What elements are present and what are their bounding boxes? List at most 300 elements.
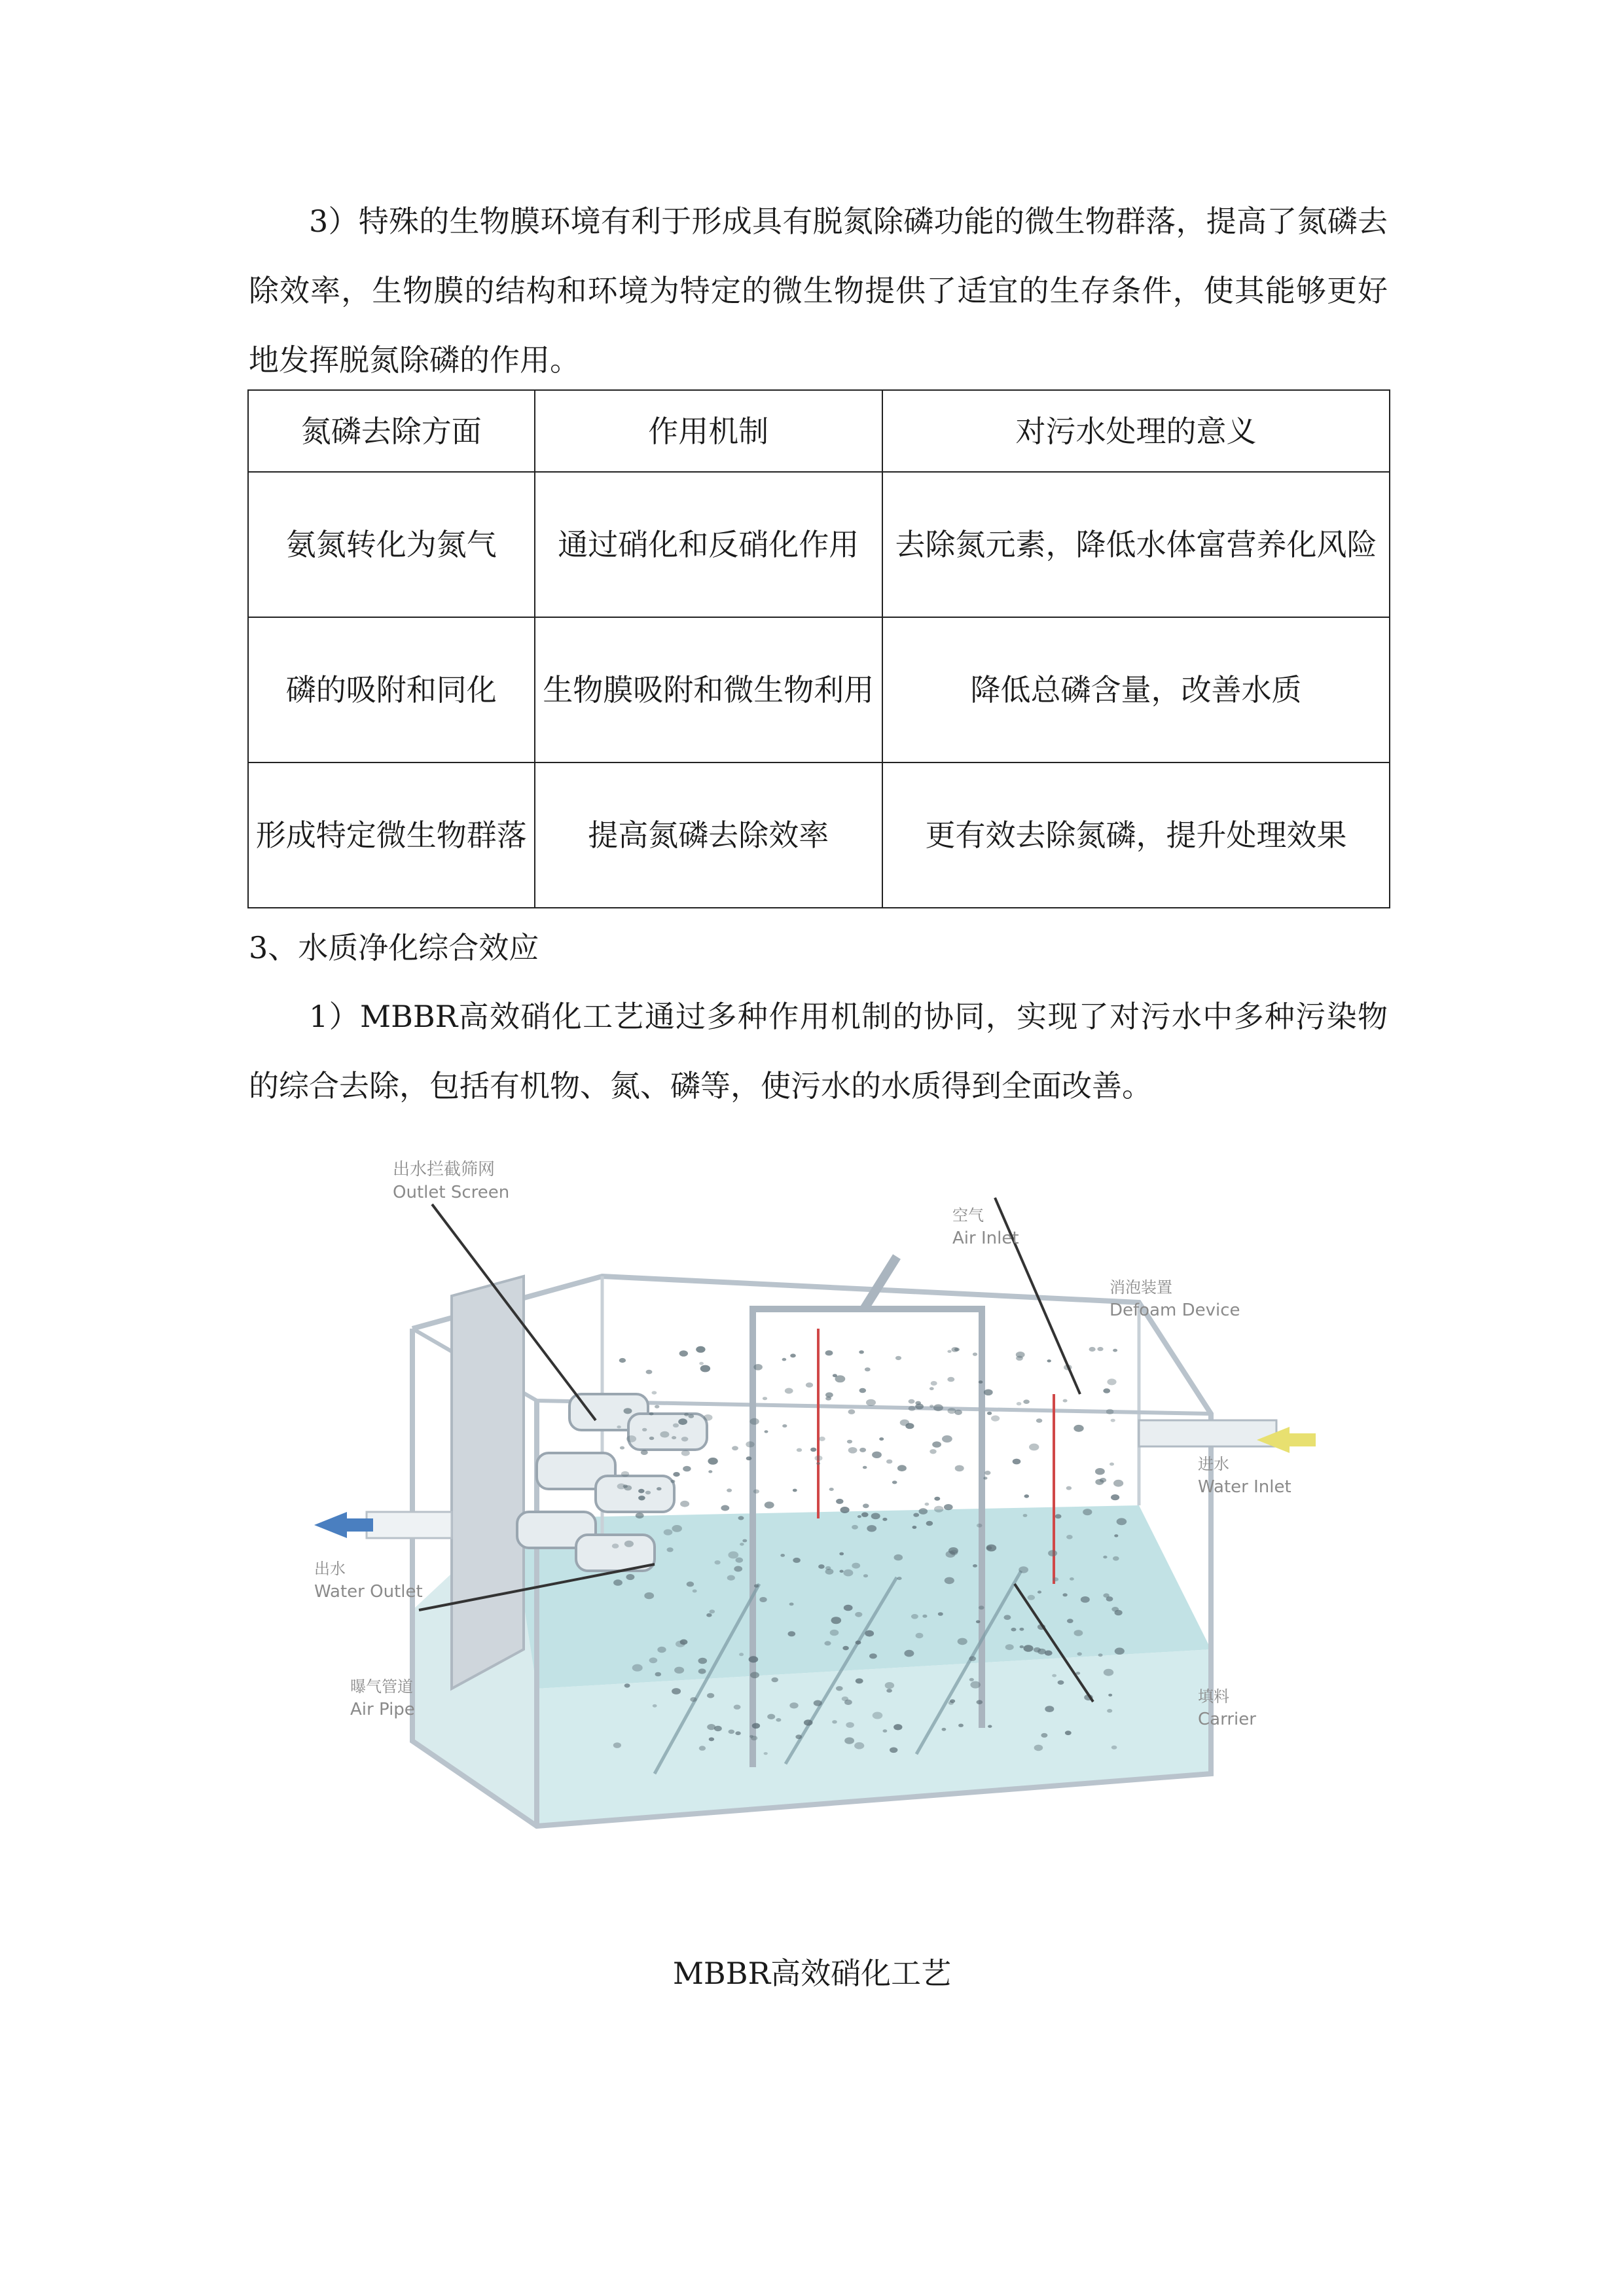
carrier-particle xyxy=(816,1462,820,1465)
carrier-particle xyxy=(983,1477,987,1479)
carrier-particle xyxy=(932,1441,941,1448)
carrier-particle xyxy=(1106,1409,1114,1414)
carrier-particle xyxy=(969,1656,976,1661)
carrier-particle xyxy=(673,1472,679,1477)
carrier-particle xyxy=(644,1592,654,1599)
carrier-particle xyxy=(913,1513,919,1517)
water-outlet-arrow xyxy=(314,1512,373,1538)
carrier-particle xyxy=(678,1418,687,1425)
carrier-particle xyxy=(613,1579,623,1586)
carrier-particle xyxy=(797,1448,802,1452)
carrier-particle xyxy=(991,1416,1000,1422)
carrier-particle xyxy=(929,1387,934,1390)
carrier-particle xyxy=(1103,1556,1107,1558)
carrier-particle xyxy=(911,1614,918,1619)
carrier-particle xyxy=(1115,1647,1125,1655)
carrier-particle xyxy=(856,1641,861,1645)
carrier-particle xyxy=(977,1700,983,1704)
carrier-particle xyxy=(885,1682,894,1689)
carrier-particle xyxy=(861,1513,869,1517)
carrier-particle xyxy=(727,1575,735,1581)
carrier-particle xyxy=(856,1678,863,1683)
carrier-particle xyxy=(1038,1649,1046,1655)
carrier-particle xyxy=(1048,1550,1057,1556)
carrier-particle xyxy=(1028,1595,1035,1600)
carrier-particle xyxy=(734,1705,741,1710)
carrier-particle xyxy=(1019,1566,1028,1573)
carrier-particle xyxy=(1113,1556,1119,1561)
label-water-inlet-cn: 进水 xyxy=(1198,1455,1229,1473)
carrier-particle xyxy=(679,1350,688,1356)
carrier-particle xyxy=(844,1737,854,1744)
carrier-particle xyxy=(929,1405,933,1407)
carrier-particle xyxy=(729,1730,735,1734)
carrier-particle xyxy=(859,1350,864,1354)
carrier-particle xyxy=(670,1480,675,1483)
carrier-particle xyxy=(987,1412,992,1415)
carrier-particle xyxy=(922,1615,927,1618)
carrier-particle xyxy=(660,1431,669,1438)
carrier-particle xyxy=(942,1728,947,1731)
paragraph-biofilm-community: 3）特殊的生物膜环境有利于形成具有脱氮除磷功能的微生物群落，提高了氮磷去除效率，生物膜的结构和环境为特定的微生物提供了适宜的生存条件，使其能够更好地发挥脱氮除磷的作用。 xyxy=(249,204,1388,378)
carrier-particle xyxy=(904,1650,914,1657)
carrier-particle xyxy=(680,1640,688,1645)
carrier-particle xyxy=(1111,1746,1117,1749)
carrier-particle xyxy=(825,1350,833,1355)
carrier-particle xyxy=(680,1501,689,1507)
table-cell: 氨氮转化为氮气 xyxy=(248,472,535,617)
table-cell: 形成特定微生物群落 xyxy=(248,762,535,908)
carrier-particle xyxy=(613,1742,621,1748)
carrier-particle xyxy=(938,1612,943,1616)
carrier-particle xyxy=(846,1722,854,1728)
label-water-outlet-en: Water Outlet xyxy=(314,1582,423,1602)
carrier-particle xyxy=(793,1558,801,1563)
carrier-particle xyxy=(646,1370,653,1374)
carrier-particle xyxy=(934,1506,943,1513)
carrier-particle xyxy=(624,1541,634,1547)
air-inlet-pipe xyxy=(864,1257,897,1309)
carrier-particle xyxy=(1020,1645,1024,1648)
carrier-particle xyxy=(831,1617,842,1624)
carrier-particle xyxy=(707,1693,714,1698)
carrier-particle xyxy=(1034,1745,1043,1751)
carrier-particle xyxy=(977,1524,983,1528)
carrier-particle xyxy=(754,1584,759,1587)
carrier-particle xyxy=(739,1653,744,1656)
carrier-particle xyxy=(1110,1463,1114,1466)
carrier-particle xyxy=(865,1367,871,1371)
carrier-particle xyxy=(894,1554,903,1561)
table-cell: 生物膜吸附和微生物利用 xyxy=(535,617,882,762)
carrier-particle xyxy=(653,1704,657,1708)
carrier-particle xyxy=(746,1456,752,1460)
label-carrier-en: Carrier xyxy=(1198,1710,1256,1729)
carrier-particle xyxy=(641,1450,648,1455)
carrier-particle xyxy=(793,1489,797,1492)
table-header-cell: 作用机制 xyxy=(535,390,882,472)
label-water-outlet-cn: 出水 xyxy=(314,1560,346,1578)
carrier-particle xyxy=(790,1354,796,1357)
carrier-particle xyxy=(1077,1652,1082,1655)
carrier-particle xyxy=(988,1725,992,1728)
carrier-particle xyxy=(763,1397,767,1400)
carrier-particle xyxy=(1017,1402,1022,1405)
carrier-particle xyxy=(824,1641,831,1645)
carrier-particle xyxy=(1019,1628,1024,1631)
carrier-particle xyxy=(1041,1733,1047,1738)
carrier-particle xyxy=(638,1489,644,1494)
carrier-particle xyxy=(624,1683,630,1687)
carrier-particle xyxy=(782,1424,787,1427)
carrier-particle xyxy=(925,1503,929,1506)
carrier-particle xyxy=(1076,1672,1081,1675)
carrier-particle xyxy=(1047,1359,1051,1362)
carrier-particle xyxy=(1058,1680,1064,1685)
carrier-particle xyxy=(1081,1596,1090,1603)
carrier-particle xyxy=(852,1563,860,1569)
carrier-particle xyxy=(617,1426,621,1428)
mbbr-tank-diagram xyxy=(288,1113,1335,1918)
carrier-particle xyxy=(624,1408,632,1414)
carrier-particle xyxy=(795,1734,802,1739)
carrier-particle xyxy=(672,1525,682,1532)
carrier-particle xyxy=(836,1686,843,1691)
carrier-particle xyxy=(892,1480,897,1484)
carrier-particle xyxy=(867,1525,876,1532)
carrier-particle xyxy=(749,1418,759,1425)
carrier-particle xyxy=(840,1570,844,1573)
carrier-particle xyxy=(863,1574,868,1577)
carrier-particle xyxy=(709,1737,714,1741)
carrier-particle xyxy=(642,1428,647,1431)
carrier-particle xyxy=(948,1408,956,1414)
carrier-particle xyxy=(1111,1607,1119,1611)
carrier-particle xyxy=(843,1570,853,1577)
carrier-particle xyxy=(626,1574,634,1580)
carrier-particle xyxy=(869,1653,877,1659)
carrier-particle xyxy=(672,1688,681,1695)
carrier-particle xyxy=(984,1471,990,1475)
carrier-particle xyxy=(655,1405,659,1408)
carrier-particle xyxy=(909,1399,915,1404)
carrier-particle xyxy=(735,1731,740,1735)
label-air-inlet-en: Air Inlet xyxy=(952,1229,1019,1248)
carrier-particle xyxy=(950,1550,958,1556)
carrier-particle xyxy=(619,1358,626,1363)
carrier-particle xyxy=(1038,1590,1041,1593)
carrier-particle xyxy=(667,1547,674,1552)
carrier-particle xyxy=(1113,1480,1123,1487)
carrier-particle xyxy=(863,1466,867,1469)
carrier-particle xyxy=(1023,1645,1033,1652)
carrier-particle xyxy=(710,1609,715,1613)
carrier-particle xyxy=(1067,1619,1074,1623)
label-carrier-cn: 填料 xyxy=(1198,1687,1229,1706)
carrier-particle xyxy=(871,1513,880,1520)
carrier-particle xyxy=(916,1633,924,1638)
carrier-particle xyxy=(750,1672,759,1678)
carrier-particle xyxy=(638,1496,645,1500)
carrier-particle xyxy=(865,1630,874,1637)
carrier-particle xyxy=(688,1414,694,1418)
carrier-particle xyxy=(955,1465,964,1472)
carrier-particle xyxy=(832,1720,837,1723)
carrier-particle xyxy=(854,1742,864,1749)
carrier-particle xyxy=(847,1440,852,1444)
carrier-particle xyxy=(1104,1669,1113,1676)
carrier-particle xyxy=(1023,1399,1030,1404)
carrier-particle xyxy=(810,1448,816,1452)
carrier-particle xyxy=(948,1701,954,1705)
carrier-particle xyxy=(1107,1709,1112,1713)
carrier-particle xyxy=(700,1365,710,1372)
carrier-particle xyxy=(655,1672,662,1677)
carrier-particle xyxy=(704,1414,713,1421)
carrier-particle xyxy=(852,1525,858,1530)
carrier-particle xyxy=(1074,1630,1083,1636)
table-cell: 磷的吸附和同化 xyxy=(248,617,535,762)
carrier-particle xyxy=(749,1656,759,1662)
carrier-particle xyxy=(895,1356,901,1360)
carrier-particle xyxy=(969,1678,974,1681)
carrier-particle xyxy=(1029,1444,1039,1451)
carrier-particle xyxy=(706,1613,712,1617)
carrier-particle xyxy=(855,1612,862,1617)
carrier-particle xyxy=(1036,1418,1042,1423)
table-header-row xyxy=(248,390,1390,472)
carrier-particle xyxy=(979,1605,984,1609)
label-defoam-en: Defoam Device xyxy=(1110,1300,1240,1320)
label-air-inlet-cn: 空气 xyxy=(952,1206,984,1225)
table-cell: 提高氮磷去除效率 xyxy=(535,762,882,908)
label-outlet-screen-cn: 出水拦截筛网 xyxy=(393,1160,496,1179)
carrier-particle xyxy=(612,1543,619,1548)
table-cell: 降低总磷含量，改善水质 xyxy=(882,617,1390,762)
carrier-particle xyxy=(806,1382,813,1388)
carrier-particle xyxy=(1070,1577,1074,1581)
carrier-particle xyxy=(842,1646,848,1651)
carrier-particle xyxy=(886,1460,892,1464)
carrier-particle xyxy=(708,1458,717,1465)
carrier-particle xyxy=(1065,1731,1072,1735)
carrier-particle xyxy=(734,1566,742,1572)
carrier-particle xyxy=(976,1621,981,1624)
carrier-particle xyxy=(1055,1514,1062,1518)
carrier-particle xyxy=(905,1423,914,1429)
carrier-particle xyxy=(652,1391,657,1394)
carrier-particle xyxy=(746,1441,754,1447)
carrier-particle xyxy=(649,1412,654,1416)
carrier-particle xyxy=(742,1539,747,1543)
carrier-particle xyxy=(882,1518,887,1521)
carrier-particle xyxy=(696,1346,705,1353)
carrier-particle xyxy=(789,1603,794,1606)
carrier-particle xyxy=(915,1401,921,1405)
carrier-particle xyxy=(776,1718,781,1722)
carrier-particle xyxy=(753,1490,759,1494)
carrier-particle xyxy=(1097,1347,1103,1351)
carrier-particle xyxy=(699,1362,704,1365)
carrier-particle xyxy=(973,1564,977,1568)
carrier-particle xyxy=(1098,1653,1103,1657)
carrier-particle xyxy=(1114,1534,1118,1537)
carrier-particle xyxy=(859,1448,866,1452)
carrier-particle xyxy=(759,1597,767,1602)
carrier-particle xyxy=(942,1435,952,1443)
carrier-particle xyxy=(721,1505,729,1511)
carrier-particle xyxy=(1083,1509,1092,1515)
carrier-particle xyxy=(909,1406,916,1411)
carrier-particle xyxy=(1107,1378,1116,1385)
label-outlet-screen-en: Outlet Screen xyxy=(393,1183,510,1202)
carrier-particle xyxy=(804,1719,813,1725)
carrier-particle xyxy=(1023,1514,1028,1517)
carrier-particle xyxy=(780,1554,785,1557)
carrier-particle xyxy=(684,1413,689,1416)
carrier-particle xyxy=(664,1529,673,1535)
carrier-particle xyxy=(814,1700,822,1706)
carrier-particle xyxy=(857,1515,861,1518)
carrier-particle xyxy=(848,1447,857,1454)
carrier-particle xyxy=(1053,1577,1058,1581)
carrier-particle xyxy=(1106,1596,1113,1602)
carrier-particle xyxy=(844,1605,853,1611)
table-cell: 更有效去除氮磷，提升处理效果 xyxy=(882,762,1390,908)
carrier-particle xyxy=(825,1566,831,1570)
table-cell: 去除氮元素，降低水体富营养化风险 xyxy=(882,472,1390,617)
outlet-pipe xyxy=(367,1512,452,1538)
label-defoam-cn: 消泡装置 xyxy=(1110,1278,1172,1297)
carrier-particle xyxy=(912,1526,917,1529)
paragraph-mbbr-comprehensive: 1）MBBR高效硝化工艺通过多种作用机制的协同，实现了对污水中多种污染物的综合去除，包括有机物、氮、磷等，使污水的水质得到全面改善。 xyxy=(249,999,1388,1103)
carrier-particle xyxy=(649,1437,655,1440)
carrier-particle xyxy=(657,1647,666,1653)
carrier-particle xyxy=(620,1446,624,1450)
carrier-particle xyxy=(1117,1518,1127,1525)
carrier-particle xyxy=(1005,1644,1014,1650)
carrier-particle xyxy=(782,1358,787,1361)
carrier-particle xyxy=(1108,1694,1112,1696)
carrier-particle xyxy=(1066,1486,1072,1490)
carrier-particle xyxy=(879,1437,884,1441)
figure-caption: MBBR高效硝化工艺 xyxy=(672,1956,952,1991)
carrier-particle xyxy=(753,1364,763,1371)
carrier-particle xyxy=(919,1508,928,1515)
carrier-particle xyxy=(683,1466,691,1472)
carrier-particle xyxy=(815,1456,823,1461)
carrier-particle xyxy=(626,1435,636,1443)
carrier-particle xyxy=(863,1503,869,1508)
carrier-particle xyxy=(984,1390,993,1396)
carrier-particle xyxy=(945,1577,954,1585)
section-heading: 3、水质净化综合效应 xyxy=(249,930,539,965)
carrier-particle xyxy=(951,1347,958,1352)
carrier-particle xyxy=(764,1752,768,1755)
carrier-particle xyxy=(698,1668,706,1674)
carrier-particle xyxy=(970,1681,981,1689)
carrier-particle xyxy=(1011,1628,1017,1632)
carrier-particle xyxy=(738,1516,744,1520)
carrier-particle xyxy=(873,1712,883,1719)
carrier-particle xyxy=(973,1353,977,1356)
carrier-particle xyxy=(672,1436,676,1439)
carrier-particle xyxy=(674,1667,684,1674)
carrier-particle xyxy=(958,1638,967,1645)
carrier-particle xyxy=(836,1499,843,1504)
carrier-particle xyxy=(1066,1535,1073,1539)
carrier-particle xyxy=(840,1507,850,1513)
carrier-particle xyxy=(657,1487,662,1490)
carrier-particle xyxy=(1016,1352,1025,1358)
carrier-particle xyxy=(1074,1425,1083,1432)
carrier-particle xyxy=(1024,1494,1030,1498)
carrier-particle xyxy=(687,1581,694,1587)
carrier-particle xyxy=(833,1374,837,1377)
carrier-particle xyxy=(673,1424,679,1427)
carrier-particle xyxy=(819,1437,825,1441)
table-header-cell: 氮磷去除方面 xyxy=(248,390,535,472)
label-water-inlet-en: Water Inlet xyxy=(1198,1477,1291,1497)
carrier-particle xyxy=(931,1381,937,1386)
carrier-particle xyxy=(681,1437,689,1441)
carrier-particle xyxy=(818,1564,825,1569)
carrier-particle xyxy=(1111,1494,1119,1500)
carrier-particle xyxy=(649,1657,658,1663)
carrier-particle xyxy=(740,1543,744,1546)
carrier-particle xyxy=(727,1488,732,1492)
carrier-particle xyxy=(1095,1468,1105,1475)
carrier-particle xyxy=(1103,1388,1110,1393)
carrier-particle xyxy=(767,1714,775,1719)
carrier-particle xyxy=(1003,1615,1011,1620)
carrier-particle xyxy=(636,1513,644,1518)
label-air-pipe-cn: 曝气管道 xyxy=(350,1677,413,1696)
carrier-particle xyxy=(947,1377,954,1382)
carrier-particle xyxy=(708,1470,712,1473)
carrier-particle xyxy=(872,1452,882,1458)
table-header-cell: 对污水处理的意义 xyxy=(882,390,1390,472)
inlet-pipe xyxy=(1139,1420,1276,1446)
carrier-particle xyxy=(866,1399,876,1406)
carrier-particle xyxy=(929,1449,936,1454)
carrier-particle xyxy=(715,1560,721,1564)
carrier-particle xyxy=(947,1350,951,1353)
carrier-particle xyxy=(897,1577,901,1580)
carrier-particle xyxy=(1063,1399,1068,1403)
outlet-chamber-wall xyxy=(452,1276,524,1689)
carrier-particle xyxy=(1062,1593,1067,1596)
carrier-particle xyxy=(736,1558,744,1563)
carrier-particle xyxy=(890,1748,897,1753)
carrier-particle xyxy=(1113,1349,1117,1352)
carrier-particle xyxy=(632,1664,643,1672)
carrier-particle xyxy=(842,1696,848,1701)
carrier-particle xyxy=(944,1504,953,1510)
carrier-particle xyxy=(732,1446,738,1450)
carrier-particle xyxy=(789,1702,798,1708)
carrier-particle xyxy=(859,1388,867,1393)
carrier-particle xyxy=(681,1450,690,1456)
carrier-particle xyxy=(699,1746,706,1750)
carrier-particle xyxy=(785,1388,793,1394)
carrier-particle xyxy=(1052,1674,1056,1677)
carrier-particle xyxy=(979,1380,983,1384)
table-cell: 通过硝化和反硝化作用 xyxy=(535,472,882,617)
label-air-pipe-en: Air Pipe xyxy=(350,1700,415,1719)
carrier-particle xyxy=(623,1484,628,1488)
carrier-particle xyxy=(839,1552,844,1556)
